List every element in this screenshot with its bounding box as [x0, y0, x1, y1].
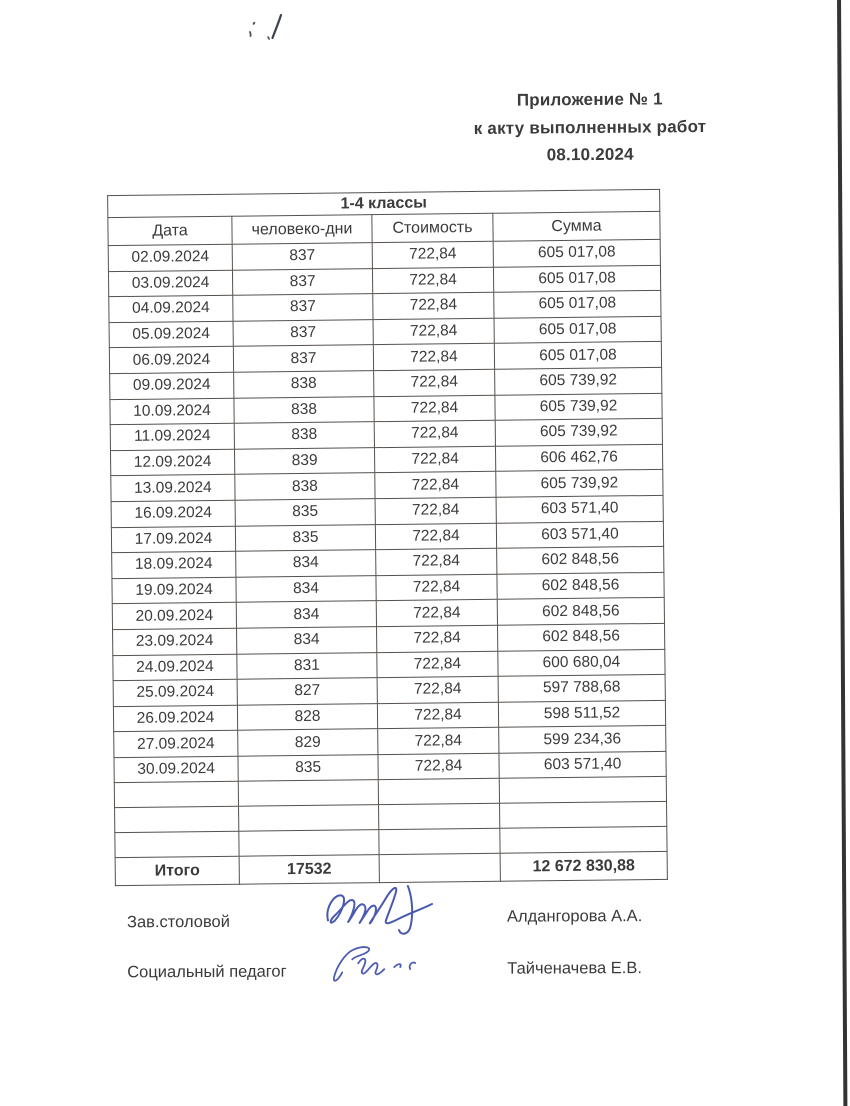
cell-date: 04.09.2024 [109, 295, 233, 322]
cell-cost: 722,84 [375, 523, 496, 550]
cell-date [115, 807, 239, 833]
cell-person-days: 827 [237, 678, 377, 705]
column-header-cost: Стоимость [372, 213, 493, 242]
cell-sum: 605 017,08 [493, 239, 660, 266]
cell-cost: 722,84 [374, 446, 495, 473]
cell-person-days [238, 780, 378, 807]
cell-person-days: 839 [234, 447, 374, 474]
cell-person-days: 837 [233, 294, 373, 321]
cell-cost: 722,84 [373, 318, 494, 345]
cell-cost: 722,84 [376, 574, 497, 601]
signature-name-1: Алдангорова А.А. [506, 907, 643, 926]
cell-date: 27.09.2024 [114, 730, 238, 757]
cell-cost [379, 804, 500, 830]
cell-date: 23.09.2024 [113, 628, 237, 655]
column-header-sum: Сумма [493, 211, 660, 241]
cell-date: 09.09.2024 [110, 372, 234, 399]
handwritten-signature-2 [328, 940, 428, 986]
cell-date: 05.09.2024 [109, 321, 233, 348]
cell-sum: 602 848,56 [497, 546, 664, 573]
table-wrap [107, 189, 668, 887]
cell-sum: 598 511,52 [498, 700, 665, 727]
total-person-days: 17532 [239, 855, 379, 885]
cell-sum: 605 017,08 [493, 265, 660, 292]
cell-cost: 722,84 [374, 369, 495, 396]
cell-cost: 722,84 [372, 267, 493, 294]
scan-edge-line [837, 0, 847, 1106]
cell-date: 03.09.2024 [108, 270, 232, 297]
cell-sum: 605 739,92 [495, 419, 662, 446]
cell-date: 02.09.2024 [108, 244, 232, 271]
cell-cost [379, 829, 500, 855]
cell-sum: 605 739,92 [495, 367, 662, 394]
cell-cost: 722,84 [374, 420, 495, 447]
table-caption: 1-4 классы [108, 189, 660, 217]
total-sum: 12 672 830,88 [500, 852, 667, 882]
total-label: Итого [115, 857, 239, 886]
cell-cost: 722,84 [377, 651, 498, 678]
header-line-date: 08.10.2024 [546, 144, 634, 165]
cell-sum [500, 802, 667, 829]
cell-date: 18.09.2024 [112, 551, 236, 578]
cell-sum: 605 017,08 [494, 316, 661, 343]
cell-sum: 605 739,92 [496, 470, 663, 497]
cell-person-days: 834 [236, 601, 376, 628]
column-header-date: Дата [108, 216, 232, 245]
cell-sum: 600 680,04 [498, 649, 665, 676]
cell-cost: 722,84 [374, 395, 495, 422]
cell-cost [378, 779, 499, 805]
handwritten-signature-1 [322, 878, 447, 943]
cell-person-days: 829 [238, 729, 378, 756]
cell-cost: 722,84 [373, 344, 494, 371]
cell-date: 19.09.2024 [112, 577, 236, 604]
cell-date [115, 832, 239, 858]
cell-sum: 605 017,08 [494, 291, 661, 318]
cell-date [114, 782, 238, 808]
doc-header [436, 85, 745, 170]
cell-date: 26.09.2024 [113, 705, 237, 732]
cell-person-days: 838 [234, 396, 374, 423]
cell-person-days [239, 830, 379, 857]
cell-sum: 603 571,40 [499, 751, 666, 778]
cell-date: 17.09.2024 [111, 526, 235, 553]
cell-cost: 722,84 [373, 292, 494, 319]
cell-person-days: 835 [238, 754, 378, 781]
cell-sum: 605 017,08 [494, 342, 661, 369]
cell-date: 10.09.2024 [110, 398, 234, 425]
data-table [107, 189, 668, 887]
cell-sum [500, 827, 667, 854]
cell-person-days: 837 [233, 345, 373, 372]
cell-sum: 602 848,56 [497, 572, 664, 599]
column-header-person-days: человеко-дни [232, 215, 372, 245]
cell-date: 12.09.2024 [110, 449, 234, 476]
cell-sum: 597 788,68 [498, 674, 665, 701]
cell-date: 16.09.2024 [111, 500, 235, 527]
cell-person-days: 831 [237, 652, 377, 679]
cell-date: 30.09.2024 [114, 756, 238, 783]
cell-cost: 722,84 [377, 676, 498, 703]
cell-cost: 722,84 [375, 497, 496, 524]
cell-sum: 602 848,56 [497, 623, 664, 650]
cell-cost: 722,84 [377, 702, 498, 729]
cell-cost: 722,84 [378, 728, 499, 755]
cell-cost: 722,84 [378, 753, 499, 780]
header-line-act: к акту выполненных работ [473, 116, 707, 138]
signature-role-2: Социальный педагог [127, 962, 287, 982]
header-line-appendix: Приложение № 1 [516, 89, 663, 110]
cell-sum [499, 777, 666, 804]
cell-date: 25.09.2024 [113, 679, 237, 706]
cell-date: 06.09.2024 [109, 347, 233, 374]
pen-marks [244, 12, 290, 46]
cell-person-days: 834 [236, 575, 376, 602]
cell-person-days [239, 805, 379, 832]
cell-sum: 606 462,76 [495, 444, 662, 471]
cell-sum: 602 848,56 [497, 598, 664, 625]
cell-sum: 603 571,40 [496, 495, 663, 522]
cell-date: 13.09.2024 [111, 475, 235, 502]
cell-date: 24.09.2024 [113, 654, 237, 681]
cell-person-days: 838 [234, 422, 374, 449]
cell-person-days: 838 [234, 371, 374, 398]
cell-date: 20.09.2024 [112, 603, 236, 630]
cell-sum: 605 739,92 [495, 393, 662, 420]
cell-person-days: 837 [232, 243, 372, 270]
cell-person-days: 835 [235, 499, 375, 526]
cell-person-days: 834 [236, 550, 376, 577]
cell-cost: 722,84 [375, 472, 496, 499]
cell-cost: 722,84 [376, 548, 497, 575]
cell-person-days: 834 [237, 627, 377, 654]
cell-sum: 603 571,40 [496, 521, 663, 548]
cell-person-days: 828 [237, 703, 377, 730]
cell-cost: 722,84 [372, 241, 493, 268]
signature-name-2: Тайченачева Е.В. [507, 959, 642, 978]
signature-role-1: Зав.столовой [126, 912, 230, 932]
cell-cost: 722,84 [376, 600, 497, 627]
cell-date: 11.09.2024 [110, 423, 234, 450]
cell-sum: 599 234,36 [499, 726, 666, 753]
cell-person-days: 838 [235, 473, 375, 500]
cell-person-days: 835 [235, 524, 375, 551]
cell-cost: 722,84 [377, 625, 498, 652]
cell-person-days: 837 [232, 268, 372, 295]
cell-person-days: 837 [233, 319, 373, 346]
